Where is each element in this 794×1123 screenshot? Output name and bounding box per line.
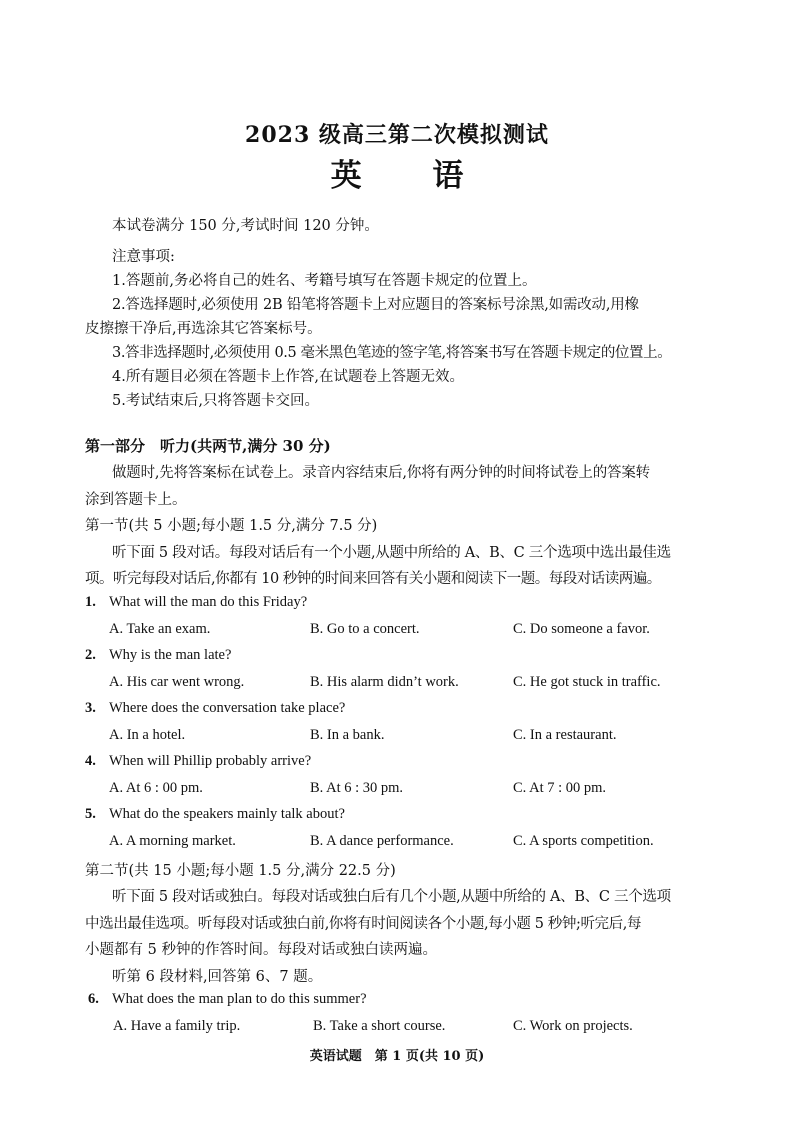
part1-desc-line1: 做题时,先将答案标在试卷上。录音内容结束后,你将有两分钟的时间将试卷上的答案转 xyxy=(112,465,650,481)
option-a: A. Take an exam. xyxy=(109,621,211,637)
option-b: B. His alarm didn’t work. xyxy=(310,674,459,690)
option-b: B. Take a short course. xyxy=(313,1018,446,1034)
question-text: When will Phillip probably arrive? xyxy=(109,753,312,769)
option-a: A. A morning market. xyxy=(109,833,236,849)
option-c: C. Work on projects. xyxy=(513,1018,633,1034)
option-c: C. In a restaurant. xyxy=(513,727,617,743)
option-a: A. His car went wrong. xyxy=(109,674,245,690)
page-footer: 英语试题 第 1 页(共 10 页) xyxy=(309,1049,485,1064)
notice-item-1: 1.答题前,务必将自己的姓名、考籍号填写在答题卡规定的位置上。 xyxy=(112,273,537,289)
question-number: 1. xyxy=(85,594,96,610)
notice-item-2: 2.答选择题时,必须使用 2B 铅笔将答题卡上对应题目的答案标号涂黑,如需改动,用橡 xyxy=(112,297,639,313)
part1-desc-line2: 涂到答题卡上。 xyxy=(85,492,187,508)
section2-desc-line2: 中选出最佳选项。听每段对话或独白前,你将有时间阅读各个小题,每小题 5 秒钟;听完后,每 xyxy=(85,916,642,932)
option-c: C. At 7 : 00 pm. xyxy=(513,780,607,796)
option-a: A. In a hotel. xyxy=(109,727,186,743)
question-number: 6. xyxy=(88,991,99,1007)
option-c: C. He got stuck in traffic. xyxy=(513,674,661,690)
option-b: B. A dance performance. xyxy=(310,833,454,849)
notice-item-2-cont: 皮擦擦干净后,再选涂其它答案标号。 xyxy=(85,321,322,337)
notice-item-3: 3.答非选择题时,必须使用 0.5 毫米黑色笔迹的签字笔,将答案书写在答题卡规定的位置上。 xyxy=(112,345,672,361)
option-a: A. At 6 : 00 pm. xyxy=(109,780,203,796)
option-b: B. At 6 : 30 pm. xyxy=(310,780,404,796)
option-a: A. Have a family trip. xyxy=(113,1018,241,1034)
section2-desc-line3: 小题都有 5 秒钟的作答时间。每段对话或独白读两遍。 xyxy=(85,942,437,958)
option-b: B. Go to a concert. xyxy=(310,621,420,637)
section2-desc-line1: 听下面 5 段对话或独白。每段对话或独白后有几个小题,从题中所给的 A、B、C 三个选项 xyxy=(112,889,671,905)
question-text: What do the speakers mainly talk about? xyxy=(109,806,345,822)
subject-title: 英 语 xyxy=(330,158,494,194)
question-text: What does the man plan to do this summer? xyxy=(112,991,367,1007)
question-text: What will the man do this Friday? xyxy=(109,594,308,610)
section2-heading: 第二节(共 15 小题;每小题 1.5 分,满分 22.5 分) xyxy=(85,863,396,879)
question-text: Why is the man late? xyxy=(109,647,232,663)
question-number: 5. xyxy=(85,806,96,822)
material-instruction: 听第 6 段材料,回答第 6、7 题。 xyxy=(112,969,323,985)
option-b: B. In a bank. xyxy=(310,727,385,743)
question-number: 3. xyxy=(85,700,96,716)
part1-heading: 第一部分 听力(共两节,满分 30 分) xyxy=(85,437,331,455)
question-number: 2. xyxy=(85,647,96,663)
notice-item-5: 5.考试结束后,只将答题卡交回。 xyxy=(112,393,319,409)
section1-desc-line2: 项。听完每段对话后,你都有 10 秒钟的时间来回答有关小题和阅读下一题。每段对话读两遍。 xyxy=(85,571,661,587)
section1-desc-line1: 听下面 5 段对话。每段对话后有一个小题,从题中所给的 A、B、C 三个选项中选出最佳选 xyxy=(112,545,671,561)
notice-item-4: 4.所有题目必须在答题卡上作答,在试题卷上答题无效。 xyxy=(112,369,464,385)
question-text: Where does the conversation take place? xyxy=(109,700,346,716)
option-c: C. Do someone a favor. xyxy=(513,621,650,637)
section1-heading: 第一节(共 5 小题;每小题 1.5 分,满分 7.5 分) xyxy=(85,518,378,534)
option-c: C. A sports competition. xyxy=(513,833,654,849)
question-number: 4. xyxy=(85,753,96,769)
intro-text: 本试卷满分 150 分,考试时间 120 分钟。 xyxy=(112,218,379,234)
notice-heading: 注意事项: xyxy=(112,249,175,265)
exam-title: 2023 级高三第二次模拟测试 xyxy=(245,122,549,148)
